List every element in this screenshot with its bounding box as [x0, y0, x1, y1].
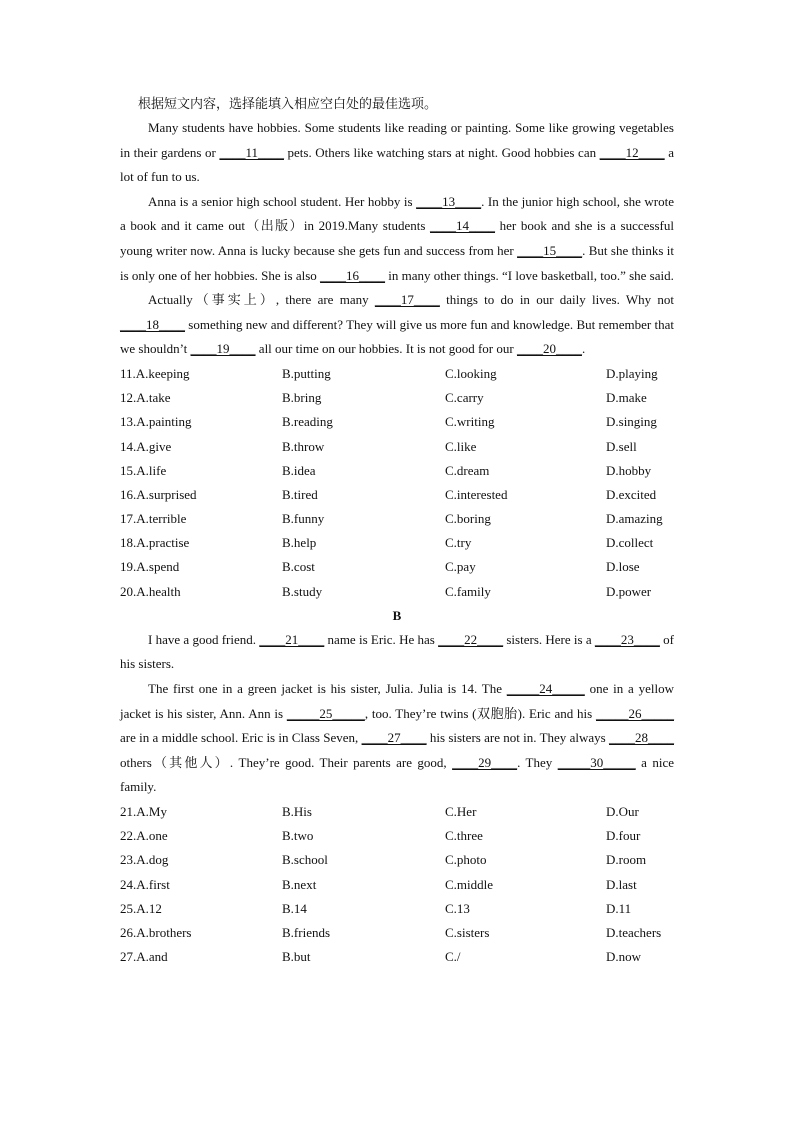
paragraph-text: a lot of fun to us. [120, 144, 674, 185]
option-c: C.sisters [445, 924, 490, 940]
answer-blank: ____16____ [320, 267, 386, 283]
option-b: B.school [282, 852, 328, 868]
answer-blank: _____30_____ [557, 754, 636, 770]
option-b: B.help [282, 535, 317, 551]
question-options-row [120, 410, 674, 434]
paragraph-text: name is Eric. He has [324, 631, 439, 647]
answer-blank: ____29____ [452, 754, 518, 770]
option-d: D.room [606, 852, 647, 868]
option-d: D.teachers [606, 924, 662, 940]
question-options-row [120, 555, 674, 579]
answer-blank: ____20____ [516, 341, 582, 357]
option-d: D.four [606, 828, 641, 844]
paragraph-text: of his sisters. [120, 631, 675, 672]
paragraph-text: things to do in our daily lives. Why not [439, 292, 675, 308]
option-b: B.study [282, 583, 323, 599]
option-c: C.family [445, 583, 491, 599]
option-a: 13.A.painting [120, 414, 192, 430]
option-a: 27.A.and [120, 949, 168, 965]
option-b: B.His [282, 803, 312, 819]
option-c: C.dream [445, 462, 490, 478]
option-b: B.but [282, 949, 311, 965]
option-a: 18.A.practise [120, 535, 190, 551]
answer-blank: ____11____ [219, 144, 284, 160]
option-b: B.throw [282, 438, 325, 454]
section-b-title: B [392, 607, 402, 623]
question-options-row [120, 921, 674, 945]
option-d: D.Our [606, 803, 639, 819]
passage-b [120, 628, 674, 800]
answer-blank: ____23____ [594, 631, 660, 647]
question-options-row [120, 483, 674, 507]
question-options-row [120, 945, 674, 969]
paragraph [120, 116, 674, 190]
option-c: C.like [445, 438, 477, 454]
answer-blank: ____21____ [259, 631, 325, 647]
option-a: 20.A.health [120, 583, 181, 599]
question-options-row [120, 897, 674, 921]
paragraph-text: . But she thinks it is only one of her hobbies. She is also [120, 242, 674, 283]
paragraph-text: his sisters are not in. They always [426, 730, 609, 746]
question-options-row [120, 580, 674, 604]
paragraph-text: in many other things. “I love basketball, too.” she said. [385, 267, 674, 283]
option-a: 24.A.first [120, 876, 170, 892]
option-c: C./ [445, 949, 461, 965]
answer-blank: ____15____ [517, 242, 583, 258]
option-c: C.photo [445, 852, 487, 868]
question-options-row [120, 824, 674, 848]
paragraph-text: pets. Others like watching stars at night. Good hobbies can [283, 144, 600, 160]
option-d: D.excited [606, 486, 657, 502]
option-c: C.pay [445, 559, 476, 575]
option-c: C.three [445, 828, 483, 844]
option-d: D.amazing [606, 511, 663, 527]
option-d: D.now [606, 949, 642, 965]
instruction-text: 根据短文内容，选择能填入相应空白处的最佳选项。 [138, 96, 438, 111]
answer-blank: _____24_____ [506, 681, 585, 696]
option-c: C.try [445, 535, 472, 551]
option-d: D.lose [606, 559, 640, 575]
passage-a [120, 116, 674, 362]
option-d: D.singing [606, 414, 657, 430]
answer-blank: ____12____ [599, 144, 665, 160]
option-a: 12.A.take [120, 390, 171, 406]
answer-blank: ____22____ [438, 631, 504, 647]
option-a: 14.A.give [120, 438, 172, 454]
paragraph-text: . They [517, 754, 558, 770]
answer-blank: ____27____ [361, 730, 427, 746]
options-a-table [120, 362, 674, 604]
option-c: C.interested [445, 486, 508, 502]
option-a: 22.A.one [120, 828, 168, 844]
option-a: 17.A.terrible [120, 511, 187, 527]
option-b: B.funny [282, 511, 325, 527]
paragraph [120, 628, 674, 677]
answer-blank: ____17____ [374, 292, 440, 308]
option-a: 23.A.dog [120, 852, 169, 868]
option-b: B.cost [282, 559, 315, 575]
option-a: 26.A.brothers [120, 924, 192, 940]
option-b: B.tired [282, 486, 318, 502]
option-a: 19.A.spend [120, 559, 180, 575]
option-c: C.boring [445, 511, 491, 527]
paragraph-text: , too. They’re twins (双胞胎). Eric and his [364, 705, 596, 721]
paragraph-text: a nice family. [120, 754, 674, 795]
option-b: B.14 [282, 900, 307, 916]
option-d: D.hobby [606, 462, 652, 478]
option-b: B.putting [282, 365, 331, 381]
paragraph [120, 288, 674, 362]
question-options-row [120, 800, 674, 824]
question-options-row [120, 873, 674, 897]
option-d: D.playing [606, 365, 658, 381]
option-c: C.looking [445, 365, 497, 381]
option-b: B.two [282, 828, 314, 844]
answer-blank: ____28____ [609, 730, 674, 746]
option-d: D.collect [606, 535, 654, 551]
question-options-row [120, 386, 674, 410]
paragraph-text: The first one in a green jacket is his sister, Julia. Julia is 14. The [148, 681, 507, 696]
options-b-table [120, 800, 674, 969]
option-b: B.idea [282, 462, 316, 478]
paragraph-text: all our time on our hobbies. It is not good for our [255, 341, 517, 357]
option-a: 16.A.surprised [120, 486, 197, 502]
paragraph-text: others（其他人）. They’re good. Their parents are good, [120, 754, 453, 770]
option-d: D.make [606, 390, 647, 406]
question-options-row [120, 531, 674, 555]
paragraph-text: something new and different? They will give us more fun and knowledge. But remember that we shouldn’t [120, 316, 674, 357]
question-options-row [120, 435, 674, 459]
answer-blank: ____14____ [430, 218, 496, 234]
paragraph-text: are in a middle school. Eric is in Class Seven, [120, 730, 362, 746]
paragraph-text: one in a yellow jacket is his sister, Ann. Ann is [120, 681, 674, 721]
option-b: B.bring [282, 390, 322, 406]
paragraph-text: sisters. Here is a [503, 631, 595, 647]
question-options-row [120, 459, 674, 483]
option-d: D.sell [606, 438, 637, 454]
paragraph-text: her book and she is a successful young writer now. Anna is lucky because she gets fun and success from her [120, 218, 674, 258]
answer-blank: ____19____ [190, 341, 256, 357]
answer-blank: ____18____ [120, 316, 185, 332]
paragraph-text: Anna is a senior high school student. Her hobby is [148, 193, 417, 209]
option-d: D.power [606, 583, 652, 599]
answer-blank: ____13____ [416, 193, 482, 209]
option-c: C.writing [445, 414, 495, 430]
paragraph [120, 677, 674, 800]
paragraph-text: . [581, 341, 586, 357]
option-c: C.13 [445, 900, 470, 916]
paragraph-text: Many students have hobbies. Some students like reading or painting. Some like growing vegetables in their gardens or [120, 120, 674, 160]
paragraph-text: I have a good friend. [148, 631, 260, 647]
option-c: C.carry [445, 390, 484, 406]
option-a: 11.A.keeping [120, 365, 190, 381]
option-d: D.11 [606, 900, 632, 916]
option-a: 15.A.life [120, 462, 167, 478]
paragraph-text: Actually（事实上）, there are many [148, 292, 375, 308]
option-a: 21.A.My [120, 803, 167, 819]
answer-blank: _____25_____ [286, 705, 365, 721]
worksheet-page [120, 92, 674, 969]
option-a: 25.A.12 [120, 900, 162, 916]
paragraph [120, 190, 674, 288]
question-options-row [120, 362, 674, 386]
option-b: B.reading [282, 414, 333, 430]
question-options-row [120, 507, 674, 531]
answer-blank: _____26_____ [596, 705, 674, 721]
paragraph-text: . In the junior high school, she wrote a book and it came out（出版）in 2019.Many students [120, 193, 675, 234]
option-d: D.last [606, 876, 637, 892]
option-b: B.next [282, 876, 317, 892]
question-options-row [120, 848, 674, 872]
option-c: C.Her [445, 803, 477, 819]
option-b: B.friends [282, 924, 331, 940]
option-c: C.middle [445, 876, 494, 892]
